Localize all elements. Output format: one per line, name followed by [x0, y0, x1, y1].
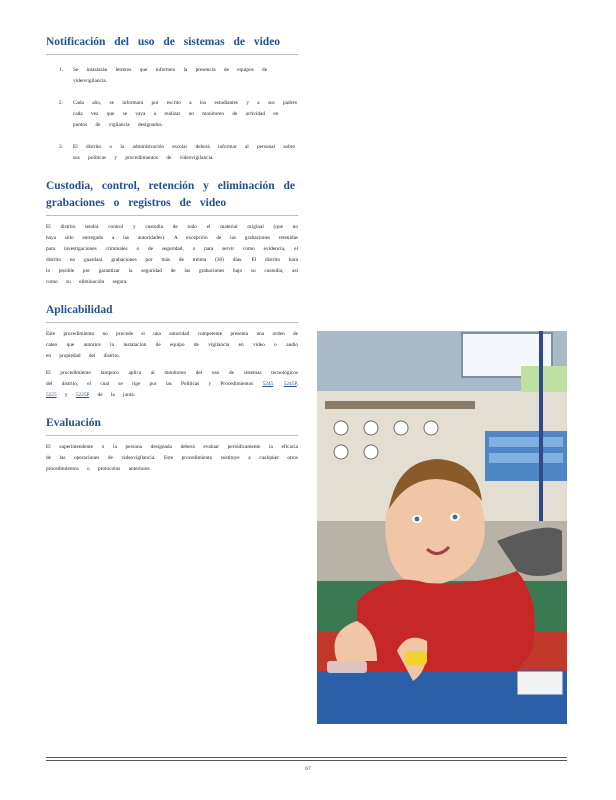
photo-child-classroom: [317, 331, 567, 724]
section-evaluacion: [46, 415, 298, 475]
policy-link-5245p[interactable]: 5245P: [283, 381, 297, 387]
list-item: [46, 98, 298, 131]
section-notificacion: [46, 34, 298, 164]
paragraph: [46, 368, 298, 401]
photo-illustration: [317, 331, 567, 724]
policy-link-5225p[interactable]: 5225P: [75, 392, 90, 398]
policy-link-5245[interactable]: 5245: [262, 381, 274, 387]
paragraph: Este procedimiento no procede si una autoridad competente presenta una orden de cateo que autorice la instalación de equipo de vigilancia en video o audio en propiedad del distrito.: [46, 331, 298, 359]
list-number: 3.: [59, 144, 63, 150]
separator: ,: [296, 381, 299, 387]
footer-rule: [46, 757, 567, 758]
paragraph-text: de la junta.: [89, 392, 135, 398]
section-title: Notificación del uso de sistemas de video: [46, 34, 298, 55]
list-number: 2.: [59, 100, 63, 106]
page-number: 67: [305, 766, 311, 772]
section-custodia: [46, 178, 298, 288]
list-text: Cada año, se informará por escrito a los estudiantes y a sus padres cada vez que se vaya a realizar un monitoreo de actividad en puntos de vigilancia designados.: [73, 100, 297, 128]
numbered-list: [46, 65, 298, 164]
main-column: [46, 34, 298, 489]
section-title: Custodia, control, retención y eliminación de grabaciones o registros de video: [46, 178, 298, 216]
section-title: Aplicabilidad: [46, 302, 298, 323]
separator: y: [56, 392, 76, 398]
footer-rule: [46, 760, 567, 761]
list-item: [46, 142, 298, 164]
separator: ,: [273, 381, 284, 387]
list-item: [46, 65, 298, 87]
list-text: El distrito o la administración escolar deberá informar al personal sobre sus políticas y procedimientos de videovigilancia.: [73, 144, 295, 161]
section-aplicabilidad: [46, 302, 298, 401]
paragraph-text: El procedimiento tampoco aplica al monitoreo del uso de sistemas tecnológicos del distrito, el cual se rige por las Políticas y Procedimientos: [46, 370, 298, 387]
section-title: Evaluación: [46, 415, 298, 436]
paragraph: El superintendente o la persona designada deberá evaluar periódicamente la eficacia de las operaciones de videovigilancia. Este procedimiento sustituye a cualquier otros procedimientos o protocolos anteriores.: [46, 444, 298, 472]
list-text: Se instalarán letreros que informen la presencia de equipos de videovigilancia.: [73, 67, 268, 84]
list-number: 1.: [59, 67, 63, 73]
policy-link-5225[interactable]: 5225: [46, 392, 57, 398]
paragraph: El distrito tendrá control y custodia de todo el material original (que no haya sido entregado a las autoridades). A excepción de las grabaciones retenidas para investigaciones criminales o de seguridad, o para servir como evidencia, el distrito no guardará grabaciones por más de treinta (30) días. El distrito hará lo posible por garantizar la seguridad de las grabaciones bajo su custodia, así como su eliminación segura.: [46, 224, 298, 285]
